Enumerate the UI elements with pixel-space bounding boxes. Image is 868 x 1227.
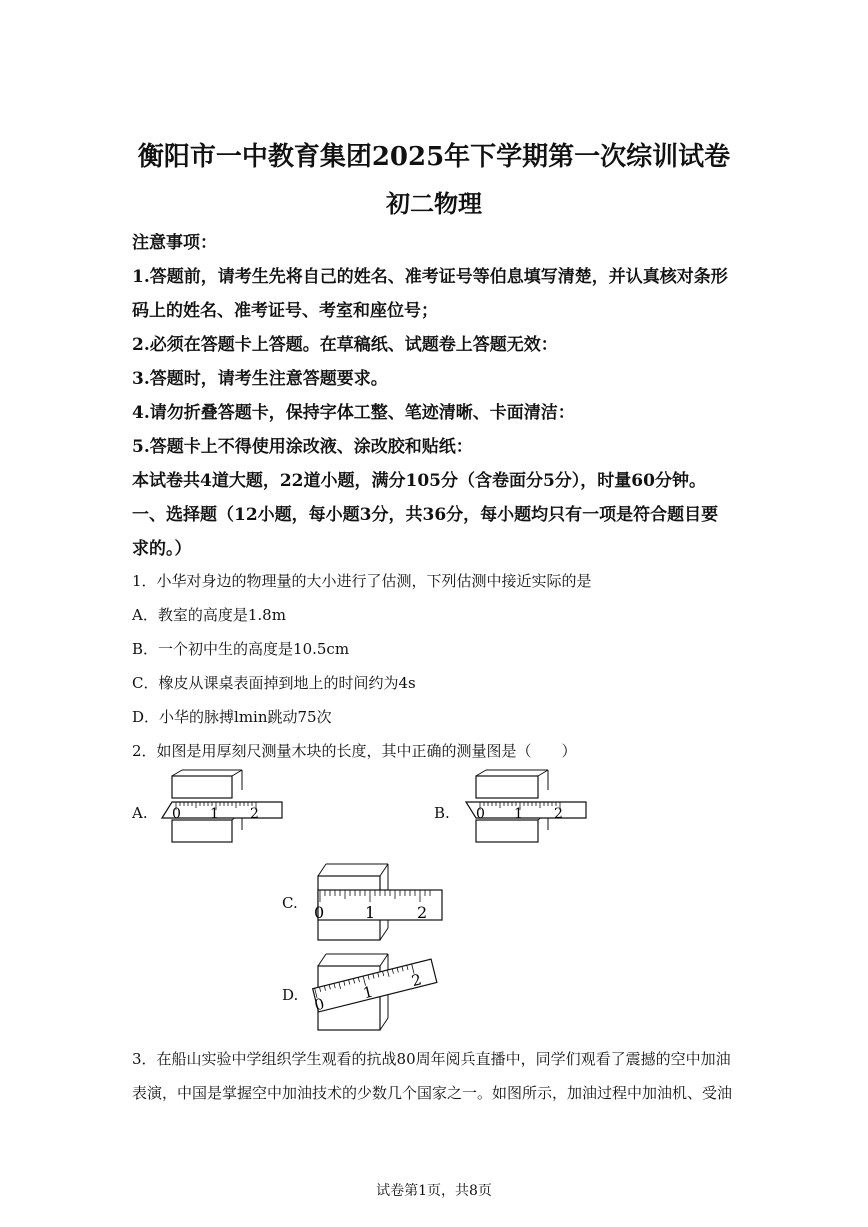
section-heading: 求的。） xyxy=(132,539,192,559)
figure-b-label: B. xyxy=(434,804,450,822)
tick-label: 0 xyxy=(314,903,325,922)
tick-label: 1 xyxy=(361,982,375,1003)
figure-d-label: D. xyxy=(282,986,299,1004)
figure-a-ruler-block xyxy=(158,770,288,850)
tick-label: 1 xyxy=(210,806,219,822)
tick-label: 2 xyxy=(417,903,428,922)
tick-label: 0 xyxy=(172,806,181,822)
question-1-option-b: B．一个初中生的高度是10.5cm xyxy=(132,640,350,658)
question-1-option-a: A．教室的高度是1.8m xyxy=(132,606,286,624)
tick-label: 2 xyxy=(250,806,259,822)
notice-line: 码上的姓名、准考证号、考室和座位号； xyxy=(132,301,438,321)
notice-heading: 注意事项： xyxy=(132,233,217,253)
tick-label: 2 xyxy=(554,806,563,822)
exam-title: 衡阳市一中教育集团2025年下学期第一次综训试卷 xyxy=(137,142,731,172)
figure-d-ruler-block xyxy=(312,952,447,1034)
notice-line: 4.请勿折叠答题卡，保持字体工整、笔迹清晰、卡面清洁： xyxy=(132,403,575,423)
question-1-stem: 1．小华对身边的物理量的大小进行了估测，下列估测中接近实际的是 xyxy=(132,572,592,590)
figure-b-ruler-block xyxy=(462,770,592,850)
tick-label: 1 xyxy=(365,903,376,922)
notice-line: 3.答题时，请考生注意答题要求。 xyxy=(132,369,388,389)
figure-a-label: A. xyxy=(132,804,148,822)
tick-label: 1 xyxy=(514,806,523,822)
question-2-stem: 2．如图是用厚刻尺测量木块的长度，其中正确的测量图是（ ） xyxy=(132,742,577,760)
page-footer: 试卷第1页，共8页 xyxy=(376,1183,492,1199)
question-1-option-d: D．小华的脉搏lmin跳动75次 xyxy=(132,708,332,726)
question-3-line: 3．在船山实验中学组织学生观看的抗战80周年阅兵直播中，同学们观看了震撼的空中加油 xyxy=(132,1050,731,1068)
question-1-option-c: C．橡皮从课桌表面掉到地上的时间约为4s xyxy=(132,674,416,692)
exam-summary: 本试卷共4道大题，22道小题，满分105分（含卷面分5分），时量60分钟。 xyxy=(132,471,706,491)
notice-line: 2.必须在答题卡上答题。在草稿纸、试题卷上答题无效： xyxy=(132,335,558,355)
notice-line: 5.答题卡上不得使用涂改液、涂改胶和贴纸： xyxy=(132,437,473,457)
notice-line: 1.答题前，请考生先将自己的姓名、准考证号等伯息填写清楚，并认真核对条形 xyxy=(132,267,728,287)
tick-label: 0 xyxy=(476,806,485,822)
figure-c-ruler-block xyxy=(312,862,447,944)
exam-subtitle: 初二物理 xyxy=(386,189,482,218)
section-heading: 一、选择题（12小题，每小题3分，共36分，每小题均只有一项是符合题目要 xyxy=(132,505,719,525)
tick-label: 2 xyxy=(409,970,424,991)
tick-label: 0 xyxy=(312,994,327,1015)
figure-c-label: C. xyxy=(282,894,298,912)
question-3-line: 表演，中国是掌握空中加油技术的少数几个国家之一。如图所示，加油过程中加油机、受油 xyxy=(132,1084,733,1102)
